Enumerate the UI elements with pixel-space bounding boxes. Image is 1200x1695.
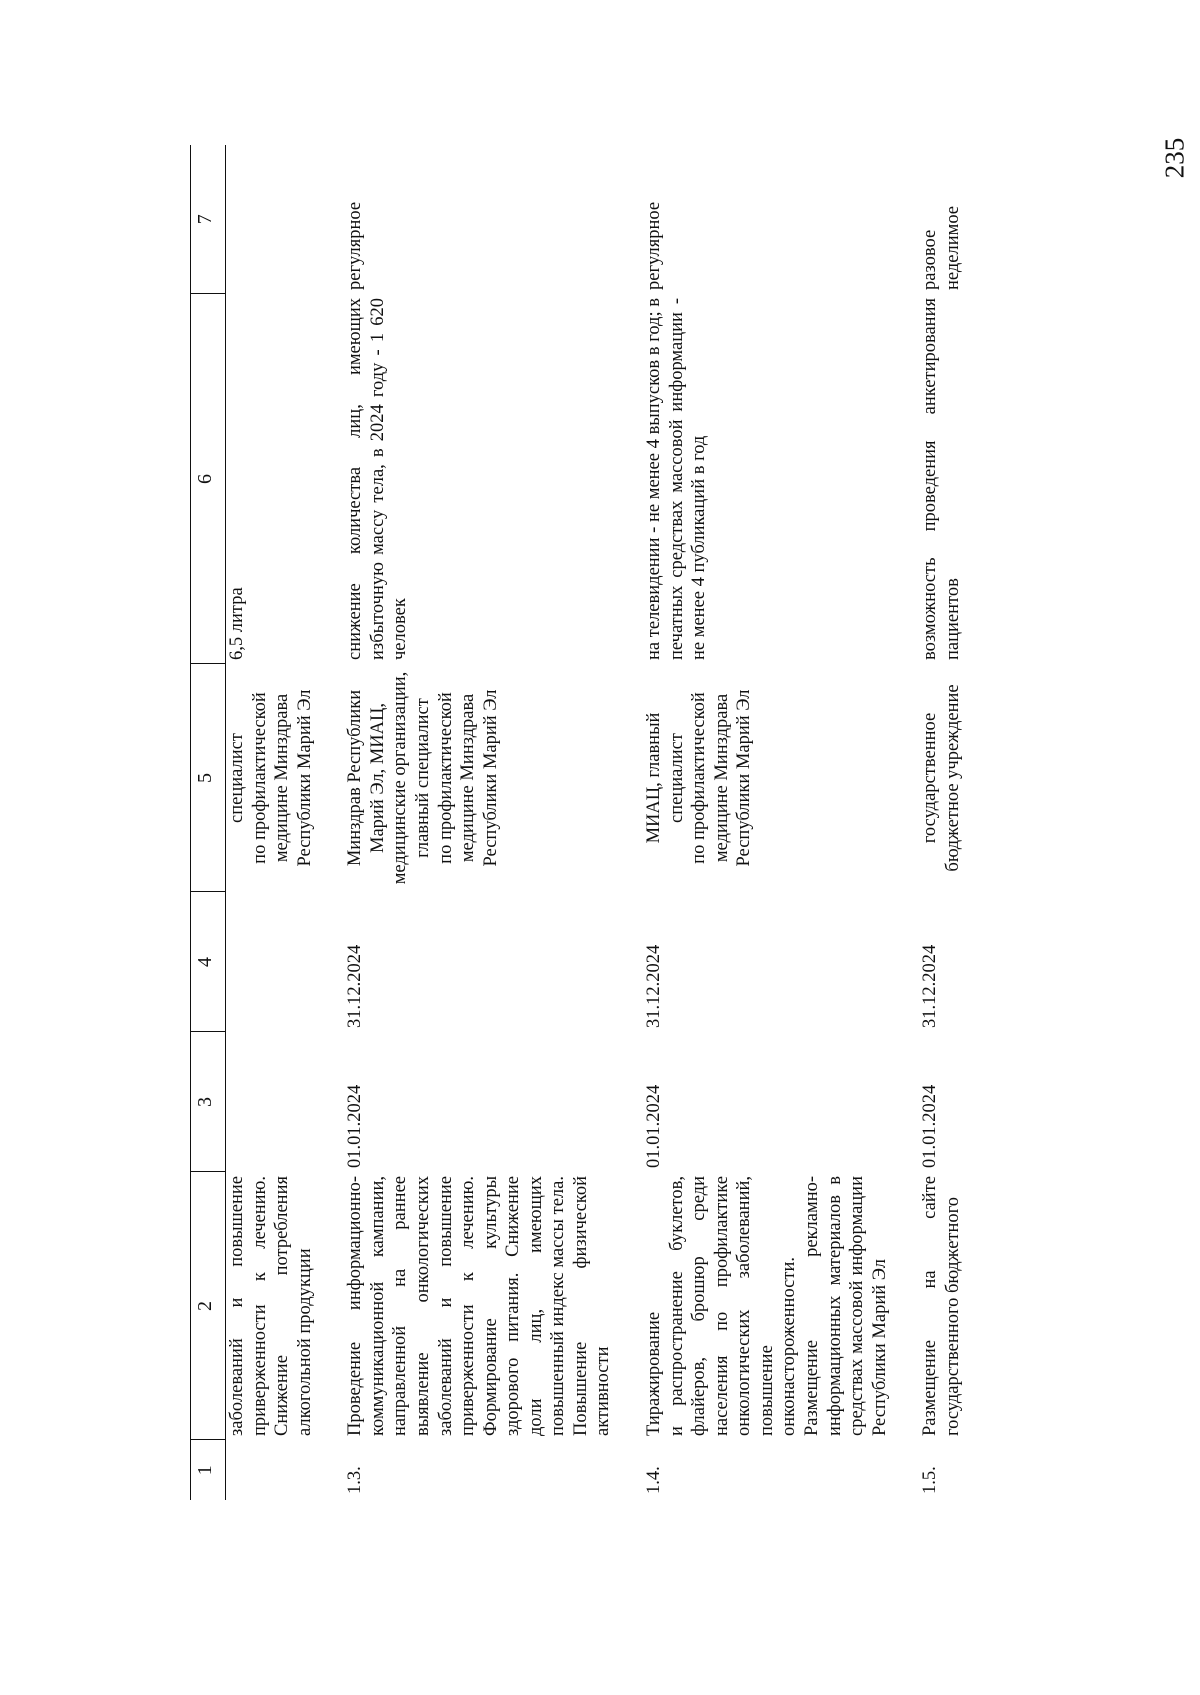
- row-number: [226, 1440, 345, 1500]
- table-row: [643, 145, 919, 1500]
- responsible: МИАЦ, главный специалист по профилактической медицине Минздрава Республики Марий Эл: [644, 689, 755, 867]
- start-date: [226, 1032, 345, 1172]
- end-date: 31.12.2024: [920, 944, 941, 1028]
- rotated-page-content: [190, 145, 1050, 1500]
- start-date: 01.01.2024: [345, 1084, 366, 1168]
- end-date: 31.12.2024: [644, 944, 664, 1028]
- event-type: [226, 145, 345, 294]
- header-col-5: 5: [191, 664, 226, 892]
- table-header: [191, 145, 226, 1500]
- header-col-7: 7: [191, 145, 226, 294]
- table-body: [226, 145, 993, 1500]
- end-date: [226, 892, 345, 1032]
- event-text: Проведение информационно-коммуникационной кампании, направленной на раннее выявление онкологических заболеваний и повышение приверженности к лечению. Формирование культуры здорового питания. Снижение доли лиц, имеющих повышенный индекс массы тела. Повышение физической активности: [345, 1176, 614, 1436]
- header-col-3: 3: [191, 1032, 226, 1172]
- responsible: Минздрав Республики Марий Эл, МИАЦ, медицинские организации, главный специалист по профилактической медицине Минздрава Республики Марий Эл: [345, 671, 501, 885]
- page-number: 235: [1159, 137, 1190, 179]
- row-number: 1.5.: [920, 1466, 941, 1494]
- table-row: [919, 145, 992, 1500]
- start-date: 01.01.2024: [644, 1084, 664, 1168]
- action-plan-table: [190, 145, 992, 1500]
- responsible: специалист по профилактической медицине Минздрава Республики Марий Эл: [227, 689, 315, 867]
- row-number: 1.3.: [345, 1466, 366, 1494]
- event-text: Тиражирование и распространение буклетов, флайеров, брошюр среди населения по профилактике онкологических заболеваний, повышение онконастороженности. Размещение рекламно-информационных материалов в средствах массовой информации Республики Марий Эл: [644, 1176, 890, 1436]
- row-number: 1.4.: [644, 1466, 664, 1494]
- result: на телевидении - не менее 4 выпусков в год; в печатных средствах массовой информации - не менее 4 публикаций в год: [644, 298, 710, 660]
- header-row: [191, 145, 226, 1500]
- table-row: [226, 145, 345, 1500]
- start-date: 01.01.2024: [920, 1084, 941, 1168]
- event-text: заболеваний и повышение приверженности к лечению. Снижение потребления алкогольной продукции: [227, 1176, 315, 1436]
- result: снижение количества лиц, имеющих избыточную массу тела, в 2024 году - 1 620 человек: [345, 298, 411, 660]
- end-date: 31.12.2024: [345, 944, 366, 1028]
- table-row: [344, 145, 643, 1500]
- event-text: Размещение на сайте государственного бюджетного: [920, 1176, 963, 1436]
- result: 6,5 литра: [227, 587, 247, 660]
- responsible: государственное бюджетное учреждение: [920, 684, 963, 872]
- result: возможность проведения анкетирования пациентов: [920, 298, 963, 660]
- event-type: разовое неделимое: [920, 205, 963, 290]
- header-col-6: 6: [191, 294, 226, 664]
- header-col-4: 4: [191, 892, 226, 1032]
- header-col-2: 2: [191, 1172, 226, 1440]
- event-type: регулярное: [644, 201, 664, 290]
- header-col-1: 1: [191, 1440, 226, 1500]
- event-type: регулярное: [345, 201, 366, 290]
